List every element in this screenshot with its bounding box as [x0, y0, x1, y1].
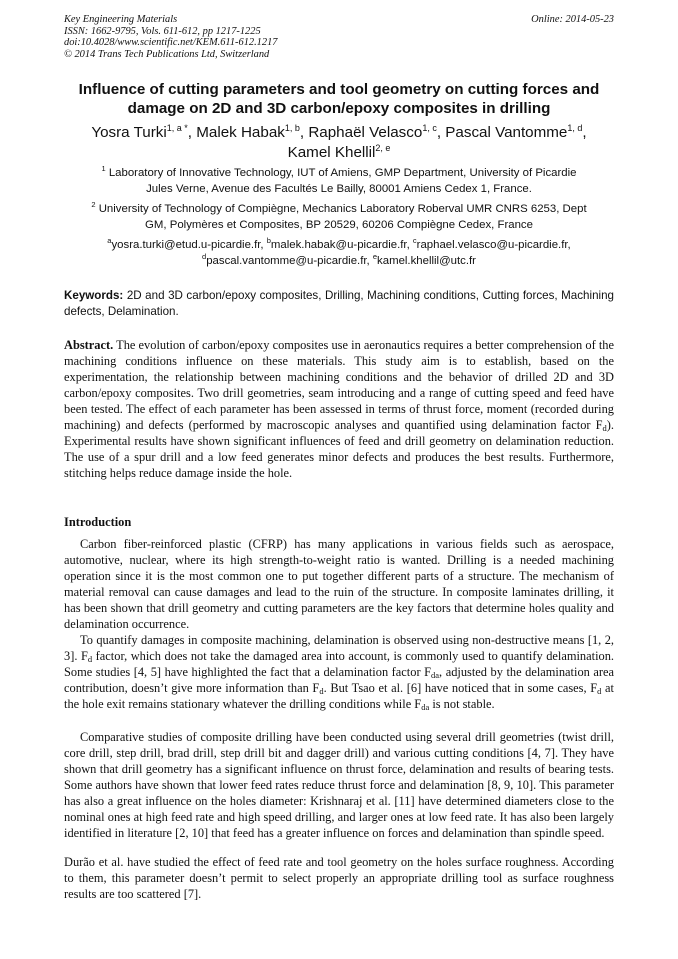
introduction-paragraph-4: Durão et al. have studied the effect of feed rate and tool geometry on the holes surface roughness. According to them, this parameter doesn’t permit to select properly an appropriate drilling tool as surface roughness results are too scattered [7].	[64, 855, 614, 902]
email-mark: b	[266, 236, 271, 245]
journal-doi: doi:10.4028/www.scientific.net/KEM.611-612.1217	[64, 37, 278, 49]
introduction-paragraph-3: Comparative studies of composite drilling have been conducted using several drill geometries (twist drill, core drill, step drill, brad drill, step drill bit and dagger drill) and various cutting conditions [4, 7]. They have shown that drill geometry has a significant influence on thrust force, delamination and results of bearing tests. Some authors have shown that lower feed rates reduce thrust force and delamination [8, 9, 10]. This parameter has also a great influence on the holes diameter: Krishnaraj et al. [11] have determined diameters close to the nominal ones at high feed rate and high speed drilling, and larger ones at low feed rate. It has also been largely identified in literature [2, 10] that feed has a greater influence on forces and delamination than spindle speed.	[64, 730, 614, 841]
author-affil-mark: 1, a *	[166, 123, 188, 133]
keywords-text: 2D and 3D carbon/epoxy composites, Drilling, Machining conditions, Cutting forces, Machining defects, Delamination.	[64, 289, 614, 318]
author-separator: ,	[582, 124, 587, 141]
affiliation-line: University of Technology of Compiègne, Mechanics Laboratory Roberval UMR CNRS 6253, Dept	[98, 203, 587, 215]
subscript: d	[597, 686, 602, 697]
email-mark: c	[412, 236, 417, 245]
journal-header	[64, 14, 277, 60]
affiliation-mark: 2	[91, 200, 96, 209]
affiliation-1	[62, 166, 616, 197]
journal-copyright: © 2014 Trans Tech Publications Ltd, Switzerland	[64, 48, 270, 60]
subscript: d	[319, 686, 324, 697]
journal-issn: ISSN: 1662-9795, Vols. 611-612, pp 1217-1225	[64, 25, 261, 37]
author-name: Kamel Khellil	[287, 143, 376, 161]
email-mark: e	[372, 251, 378, 261]
title-line-2: damage on 2D and 3D carbon/epoxy composites in drilling	[127, 100, 551, 117]
introduction-paragraph-1: Carbon fiber-reinforced plastic (CFRP) has many applications in various fields such as aerospace, automotive, nuclear, where its high strength-to-weight ratio is wanted. Drilling is a needed machining operation since it is the most common one to put together different parts of a structure. The mechanism of material removal can cause damages and lead to the ruin of the structure. In composite laminates drilling, it has been shown that drill geometry and cutting parameters are the key factors that determine holes quality and delamination occurrence.	[64, 537, 614, 632]
abstract-label: Abstract.	[64, 338, 114, 352]
title-line-1: Influence of cutting parameters and tool geometry on cutting forces and	[78, 81, 600, 98]
author-affil-mark: 2, e	[375, 142, 391, 153]
author-line-1	[58, 123, 620, 143]
section-heading-introduction: Introduction	[64, 515, 132, 529]
journal-name: Key Engineering Materials	[64, 14, 178, 25]
email-link[interactable]: kamel.khellil@utc.fr	[377, 254, 476, 267]
email-mark: a	[107, 236, 112, 245]
author-name: Yosra Turki	[91, 124, 167, 141]
subscript: da	[421, 702, 430, 713]
affiliation-line: GM, Polymères et Composites, BP 20529, 60206 Compiègne Cedex, France	[145, 218, 533, 231]
author-emails	[62, 238, 616, 269]
author-affil-mark: 1, c	[422, 123, 437, 133]
author-affil-mark: 1, d	[567, 123, 583, 133]
abstract-text: ). Experimental results have shown significant influences of feed and drill geometry on delamination reduction. The use of a spur drill and a low feed generates minor defects and produces the best results. Furthermore, stitching helps reduce damage inside the hole.	[64, 418, 614, 481]
affiliation-mark: 1	[101, 164, 106, 173]
email-link[interactable]: raphael.velasco@u-picardie.fr,	[416, 239, 571, 251]
author-affil-mark: 1, b	[284, 123, 300, 133]
email-link[interactable]: yosra.turki@etud.u-picardie.fr,	[111, 239, 267, 251]
author-name: , Raphaël Velasco	[299, 124, 423, 141]
abstract	[64, 337, 614, 481]
abstract-text: The evolution of carbon/epoxy composites use in aeronautics requires a better comprehension of the machining conditions influence on these materials. This study aim is to establish, based on the experimentation, the relationship between machining conditions and the behavior of drilled 2D and 3D carbon/epoxy composites. Two drill geometries, seam introducing and a range of cutting speed and feed have been tested. The effect of each parameter has been assessed in terms of thrust force, moment (recorded during machining) and defects (performed by macroscopic analyses and quantified using delamination factor F	[64, 338, 614, 433]
author-list	[58, 123, 620, 162]
email-link[interactable]: malek.habak@u-picardie.fr,	[270, 239, 413, 251]
affiliation-line: Laboratory of Innovative Technology, IUT of Amiens, GMP Department, University of Picardie	[108, 167, 577, 179]
author-line-2	[58, 143, 620, 163]
keywords	[64, 288, 614, 319]
introduction-paragraph-2: To quantify damages in composite machining, delamination is observed using non-destructive means [1, 2, 3]. $F_d$ factor, which does not take the damaged area into account, is commonly used to quantify delamination. Some studies [4, 5] have highlighted the fact that a delamination factor $F_{da}$, adjusted by the delamination area contribution, doesn’t give more information than $F_d$. But Tsao et al. [6] have noticed that in some cases, $F_d$ at the hole exit remains stationary whatever the drilling conditions while $F_{da}$ is not stable.	[64, 633, 615, 713]
author-name: , Malek Habak	[187, 124, 285, 141]
subscript: d	[87, 654, 93, 665]
email-mark: d	[202, 251, 207, 261]
paper-title	[58, 80, 620, 118]
email-link[interactable]: pascal.vantomme@u-picardie.fr,	[206, 254, 373, 267]
affiliation-line: Jules Verne, Avenue des Facultés Le Bailly, 80001 Amiens Cedex 1, France.	[146, 182, 532, 195]
author-name: , Pascal Vantomme	[436, 124, 568, 141]
online-date: Online: 2014-05-23	[531, 14, 614, 25]
affiliation-2	[62, 202, 616, 233]
subscript: da	[431, 670, 440, 681]
keywords-label: Keywords:	[64, 289, 124, 302]
subscript: d	[602, 423, 607, 434]
